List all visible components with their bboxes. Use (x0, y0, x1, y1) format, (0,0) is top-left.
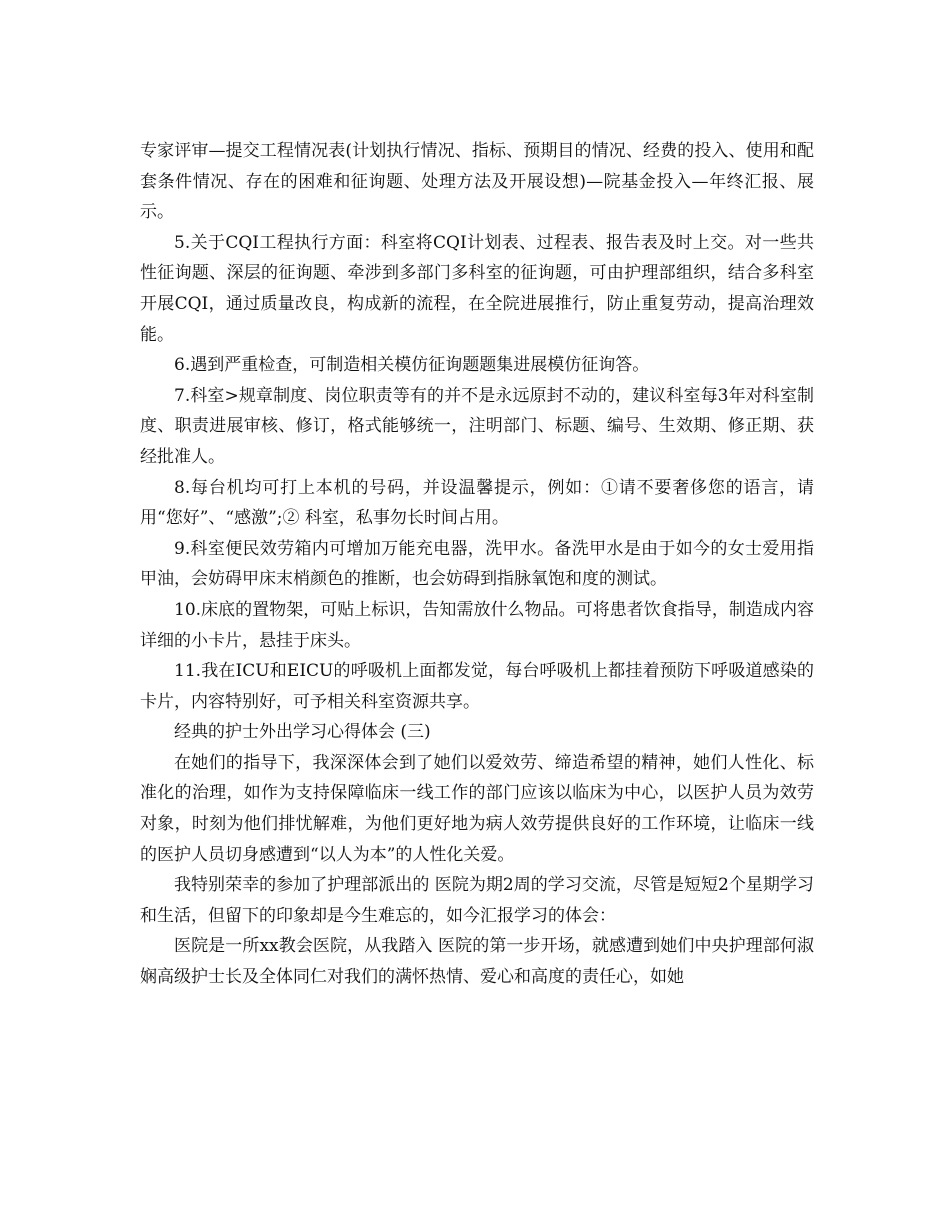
paragraph: 医院是一所xx教会医院，从我踏入 医院的第一步开场，就感遭到她们中央护理部何淑娴高级护士长及全体同仁对我们的满怀热情、爱心和高度的责任心，如她 (140, 936, 814, 988)
paragraph: 11.我在ICU和EICU的呼吸机上面都发觉，每台呼吸机上都挂着预防下呼吸道感染的卡片，内容特别好，可予相关科室资源共享。 (140, 661, 814, 712)
section-heading: 经典的护士外出学习心得体会 (三) (174, 722, 431, 743)
paragraph: 专家评审—提交工程情况表(计划执行情况、指标、预期目的情况、经费的投入、使用和配套条件情况、存在的困难和征询题、处理方法及开展设想)—院基金投入—年终汇报、展示。 (140, 141, 814, 223)
paragraph: 8.每台机均可打上本机的号码，并设温馨提示，例如：①请不要奢侈您的语言，请用“您好”、“感激”;② 科室，私事勿长时间占用。 (140, 477, 814, 529)
paragraph: 7.科室>规章制度、岗位职责等有的并不是永远原封不动的，建议科室每3年对科室制度、职责进展审核、修订，格式能够统一，注明部门、标题、编号、生效期、修正期、获经批准人。 (140, 385, 814, 467)
document-body (140, 136, 814, 993)
paragraph: 我特别荣幸的参加了护理部派出的 医院为期2周的学习交流，尽管是短短2个星期学习和生活，但留下的印象却是今生难忘的，如今汇报学习的体会： (140, 875, 814, 926)
paragraph: 6.遇到严重检查，可制造相关模仿征询题题集进展模仿征询答。 (174, 355, 650, 376)
paragraph: 5.关于CQI工程执行方面：科室将CQI计划表、过程表、报告表及时上交。对一些共性征询题、深层的征询题、牵涉到多部门多科室的征询题，可由护理部组织，结合多科室开展CQI，通过质量改良，构成新的流程，在全院进展推行，防止重复劳动，提高治理效能。 (140, 232, 814, 345)
paragraph: 在她们的指导下，我深深体会到了她们以爱效劳、缔造希望的精神，她们人性化、标准化的治理，如作为支持保障临床一线工作的部门应该以临床为中心，以医护人员为效劳对象，时刻为他们排忧解难，为他们更好地为病人效劳提供良好的工作环境，让临床一线的医护人员切身感遭到“以人为本”的人性化关爱。 (140, 752, 814, 865)
paragraph: 9.科室便民效劳箱内可增加万能充电器，洗甲水。备洗甲水是由于如今的女士爱用指甲油，会妨碍甲床末梢颜色的推断，也会妨碍到指脉氧饱和度的测试。 (140, 538, 814, 590)
paragraph: 10.床底的置物架，可贴上标识，告知需放什么物品。可将患者饮食指导，制造成内容详细的小卡片，悬挂于床头。 (140, 599, 814, 651)
